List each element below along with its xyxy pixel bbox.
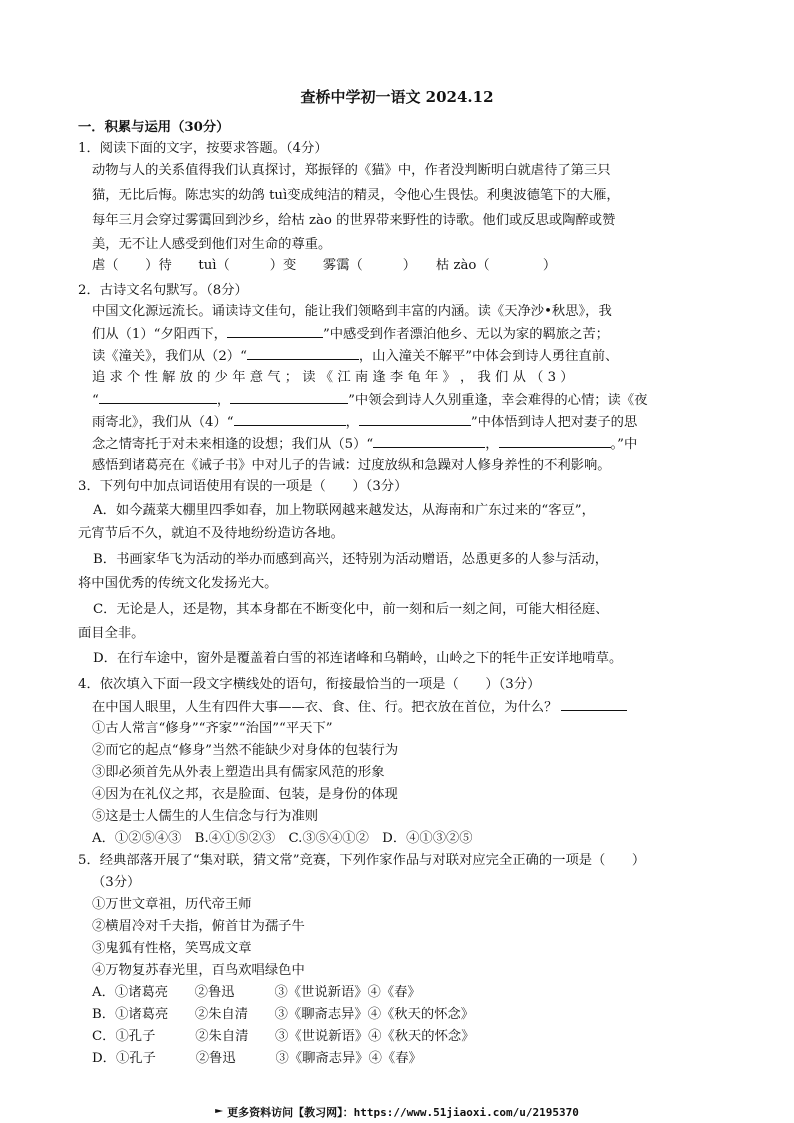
q3-option-b-cont: 将中国优秀的传统文化发扬光大。: [78, 576, 278, 591]
page-title: 查桥中学初一语文 2024.12: [300, 88, 494, 106]
fill-blank[interactable]: [230, 390, 348, 404]
q4-sentence: ①古人常言“修身”“齐家”“治国”“平天下”: [92, 721, 333, 736]
q2-paragraph-line: 雨寄北》，我们从（4）“ ， ”中体悟到诗人把对妻子的思: [92, 412, 718, 433]
fill-blank[interactable]: [373, 434, 485, 448]
q5-score: （3分）: [92, 875, 141, 890]
q4-sentence: ④因为在礼仪之邦，衣是脸面、包装，是身份的体现: [92, 787, 398, 802]
q5-option-d: D．①孔子 ②鲁迅 ③《聊斋志异》④《春》: [92, 1051, 422, 1066]
q1-paragraph-line: 猫，无比后悔。陈忠实的幼鸽 tuì变成纯洁的精灵，令他心生畏怯。利奥波德笔下的大雁，: [92, 188, 620, 203]
q2-paragraph-line: 感悟到诸葛亮在《诫子书》中对儿子的告诫：过度放纵和急躁对人修身养性的不利影响。: [92, 458, 611, 473]
q2-paragraph-line: 读《潼关》，我们从（2）“ ，山入潼关不解平”中体会到诗人勇往直前、: [92, 346, 718, 367]
q3-option-c: C．无论是人，还是物，其本身都在不断变化中，前一刻和后一刻之间，可能大相径庭、: [93, 602, 609, 617]
q4-sentence: ②而它的起点“修身”当然不能缺少对身体的包装行为: [92, 743, 399, 758]
q2-paragraph-line: 中国文化源远流长。诵读诗文佳句，能让我们领略到丰富的内涵。读《天净沙•秋思》，我: [92, 304, 612, 319]
q1-answer-line: 虐（ ）待 tuì（ ）变 雾霭（ ） 枯 zào（ ）: [92, 258, 557, 273]
q2-paragraph-line: 念之情寄托于对未来相逢的设想；我们从（5）“ ， 。”中: [92, 434, 718, 455]
question-5-stem: 5．经典部落开展了“集对联，猜文常”竞赛，下列作家作品与对联对应完全正确的一项是（ ）: [78, 853, 646, 868]
q4-sentence: ③即必须首先从外表上塑造出具有儒家风范的形象: [92, 765, 385, 780]
fill-blank[interactable]: [227, 324, 323, 338]
q1-paragraph-line: 每年三月会穿过雾霭回到沙乡，给枯 zào 的世界带来野性的诗歌。他们或反思或陶醉或赞: [92, 213, 616, 228]
q1-paragraph-line: 动物与人的关系值得我们认真探讨，郑振铎的《猫》中，作者没判断明白就虐待了第三只: [92, 163, 611, 178]
question-1-stem: 1．阅读下面的文字，按要求答题。（4分）: [78, 141, 328, 156]
fill-blank[interactable]: [561, 697, 627, 711]
q3-option-a-cont: 元宵节后不久，就迫不及待地纷纷造访各地。: [78, 526, 344, 541]
q5-option-b: B．①诸葛亮 ②朱自清 ③《聊斋志异》④《秋天的怀念》: [92, 1007, 475, 1022]
q3-option-d: D．在行车途中，窗外是覆盖着白雪的祁连诸峰和乌鞘岭，山岭之下的牦牛正安详地啃草。: [93, 651, 623, 666]
fill-blank[interactable]: [247, 346, 359, 360]
fill-blank[interactable]: [99, 390, 217, 404]
q1-paragraph-line: 美，无不让人感受到他们对生命的尊重。: [92, 237, 332, 252]
q5-couplet: ①万世文章祖，历代帝王师: [92, 897, 252, 912]
footer-text: 更多资料访问【教习网】：https://www.51jiaoxi.com/u/2195370: [227, 1106, 579, 1119]
fill-blank[interactable]: [234, 412, 346, 426]
q5-couplet: ④万物复苏春光里，百鸟欢唱绿色中: [92, 963, 305, 978]
q2-paragraph-line: 追 求 个 性 解 放 的 少 年 意 气 ； 读 《 江 南 逢 李 龟 年 》 ， 我 们 从 （ 3 ）: [92, 370, 574, 385]
q2-paragraph-line: “ ， ”中领会到诗人久别重逢，幸会难得的心情；读《夜: [92, 390, 718, 411]
fill-blank[interactable]: [499, 434, 611, 448]
q5-option-a: A．①诸葛亮 ②鲁迅 ③《世说新语》④《春》: [92, 985, 421, 1000]
q5-couplet: ③鬼狐有性格，笑骂成文章: [92, 941, 252, 956]
q3-option-b: B．书画家华飞为活动的举办而感到高兴，还特别为活动赠语，怂恿更多的人参与活动，: [93, 552, 609, 567]
footer-link[interactable]: [0, 1104, 794, 1120]
flag-icon: [215, 1109, 223, 1117]
question-3-stem: 3．下列句中加点词语使用有误的一项是（ ）（3分）: [78, 479, 408, 494]
q5-couplet: ②横眉冷对千夫指，俯首甘为孺子牛: [92, 919, 305, 934]
q4-sentence: ⑤这是士人儒生的人生信念与行为准则: [92, 809, 319, 824]
q3-option-a: A．如今蔬菜大棚里四季如春，加上物联网越来越发达，从海南和广东过来的“客豆”，: [93, 503, 595, 518]
section-heading: 一．积累与运用（30分）: [78, 120, 230, 135]
q4-intro: 在中国人眼里，人生有四件大事——衣、食、住、行。把衣放在首位，为什么？: [92, 697, 718, 718]
fill-blank[interactable]: [359, 412, 471, 426]
q4-choices: A．①②⑤④③ B.④①⑤②③ C.③⑤④①② D．④①③②⑤: [92, 831, 473, 846]
q5-option-c: C．①孔子 ②朱自清 ③《世说新语》④《秋天的怀念》: [92, 1029, 475, 1044]
question-2-stem: 2．古诗文名句默写。（8分）: [78, 283, 248, 298]
q2-paragraph-line: 们从（1）“夕阳西下， ”中感受到作者漂泊他乡、无以为家的羁旅之苦；: [92, 324, 718, 345]
q3-option-c-cont: 面目全非。: [78, 626, 145, 641]
question-4-stem: 4．依次填入下面一段文字横线处的语句，衔接最恰当的一项是（ ）（3分）: [78, 677, 541, 692]
